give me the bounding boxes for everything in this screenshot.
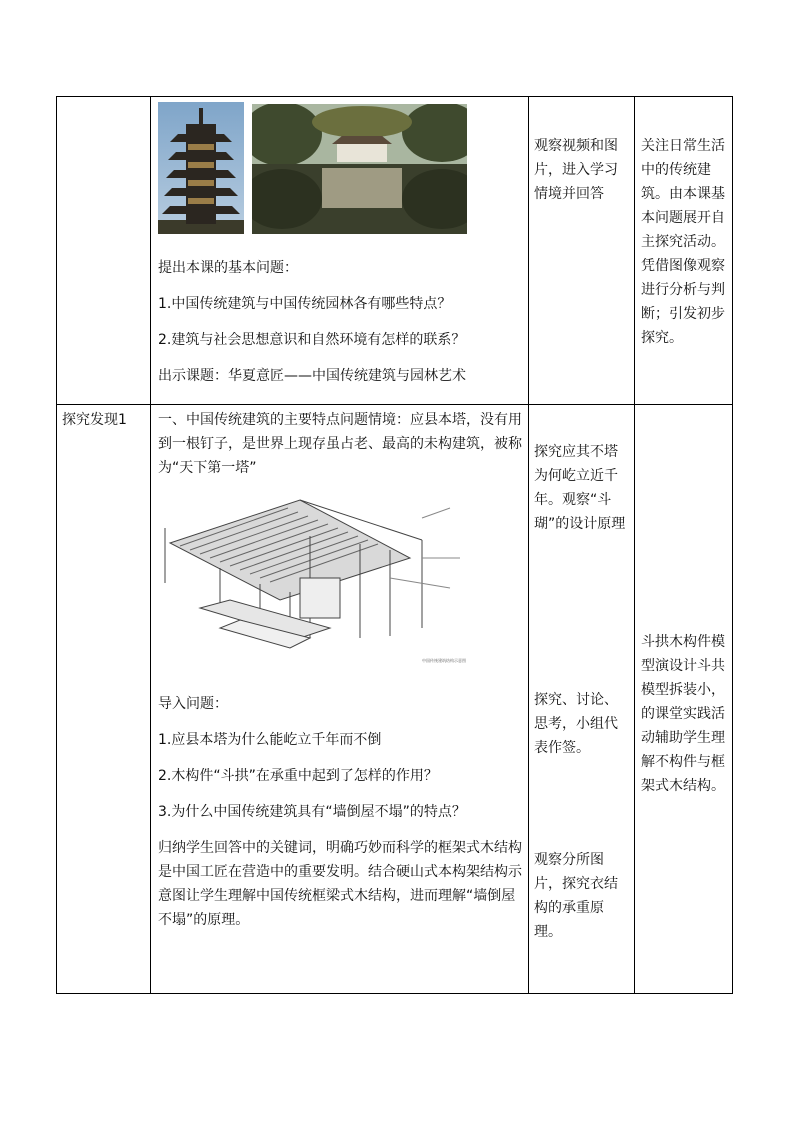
lesson-topic: 出示课题：华夏意匠——中国传统建筑与园林艺术 bbox=[158, 368, 466, 384]
column-divider bbox=[634, 96, 635, 994]
basic-question-1: 1.中国传统建筑与中国传统园林各有哪些特点？ bbox=[158, 296, 452, 312]
structure-diagram bbox=[160, 488, 470, 666]
design-intent-1: 关注日常生活中的传统建筑。由本课基本问题展开自主探究活动。凭借图像观察进行分析与判断；引发初步探究。 bbox=[641, 138, 725, 346]
guiding-question-1: 1.应县本塔为什么能屹立千年而不倒 bbox=[158, 732, 382, 748]
situation-intro: 一、中国传统建筑的主要特点问题情境：应县本塔，没有用到一根钉子，是世界上现存虽占老、最高的未构建筑，被称为“天下第一塔” bbox=[158, 412, 522, 476]
pagoda-photo bbox=[158, 102, 244, 234]
guiding-questions-lead: 导入问题： bbox=[158, 696, 228, 712]
student-activity-2c: 观察分所图片，探究衣结构的承重原理。 bbox=[534, 852, 618, 940]
row-divider bbox=[56, 404, 733, 405]
table-border-left bbox=[56, 96, 57, 994]
student-activity-2a: 探究应其不塔为何屹立近千年。观察“斗瑚”的设计原理 bbox=[534, 444, 626, 532]
design-intent-2: 斗拱木构件模型演设计斗共模型拆装小，的课堂实践活动辅助学生理解不构件与框架式木结构。 bbox=[641, 634, 725, 794]
garden-photo bbox=[252, 104, 467, 234]
guiding-question-3: 3.为什么中国传统建筑具有“墙倒屋不塌”的特点？ bbox=[158, 804, 466, 820]
teacher-summary: 归纳学生回答中的关键词，明确巧妙而科学的框架式木结构是中国工匠在营造中的重要发明。结合硬山式本构架结构示意图让学生理解中国传统框梁式木结构，进而理解“墙倒屋不塌”的原理。 bbox=[158, 840, 522, 928]
basic-question-2: 2.建筑与社会思想意识和自然环境有怎样的联系？ bbox=[158, 332, 466, 348]
student-activity-1: 观察视频和图片，进入学习情境并回答 bbox=[534, 138, 618, 202]
column-divider bbox=[528, 96, 529, 994]
table-border-right bbox=[732, 96, 733, 994]
table-border-top bbox=[56, 96, 733, 97]
guiding-questions-block bbox=[158, 692, 526, 932]
stage-label: 探究发现1 bbox=[62, 412, 127, 428]
guiding-question-2: 2.木构件“斗拱”在承重中起到了怎样的作用？ bbox=[158, 768, 438, 784]
table-border-bottom bbox=[56, 993, 733, 994]
diagram-caption: 中国传统建筑结构示意图 bbox=[422, 658, 466, 663]
column-divider bbox=[150, 96, 151, 994]
student-activity-2b: 探究、讨论、思考，小组代表作签。 bbox=[534, 692, 618, 756]
basic-questions-lead: 提出本课的基本问题： bbox=[158, 260, 298, 276]
basic-questions-block bbox=[158, 256, 526, 388]
lesson-plan-table bbox=[56, 96, 733, 994]
